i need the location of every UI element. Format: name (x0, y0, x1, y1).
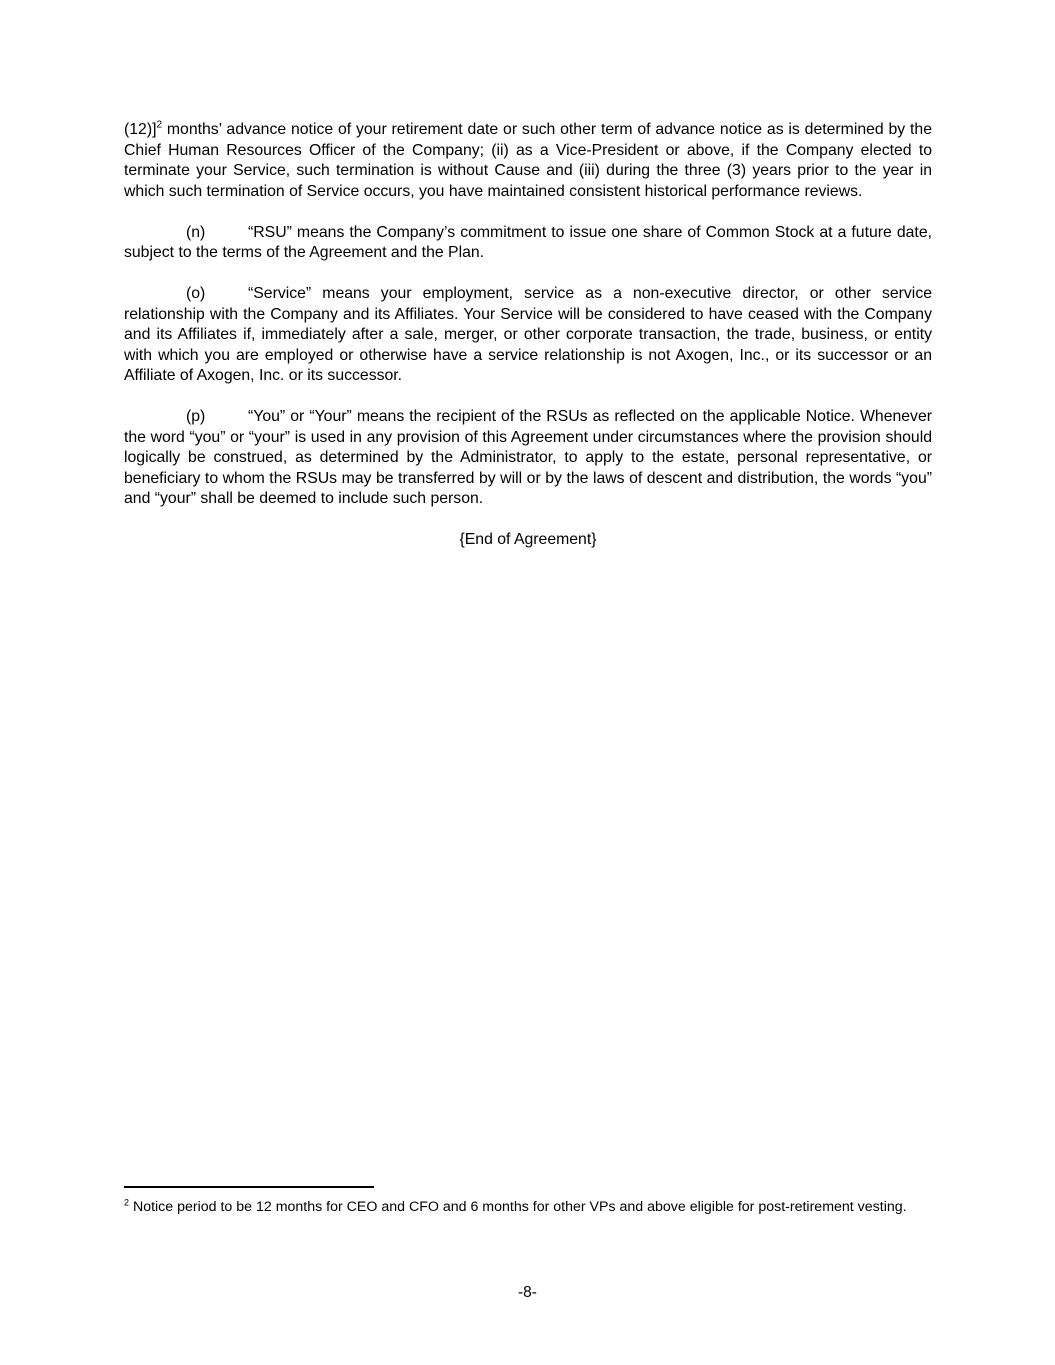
page-number: -8- (518, 1284, 537, 1301)
document-body (124, 120, 932, 551)
definition-marker-n: (n) (186, 223, 206, 241)
footnote-reference-marker: 2 (156, 119, 163, 131)
definition-paragraph-p (124, 407, 932, 510)
definition-text-n: “RSU” means the Company’s commitment to issue one share of Common Stock at a future date, subject to the terms of the Agreement and the Plan. (124, 223, 932, 261)
footnote-block (124, 1186, 932, 1218)
paragraph-continuation-text: months’ advance notice of your retirement date or such other term of advance notice as is determined by the Chief Human Resources Officer of the Company; (ii) as a Vice-President or above, if the Company elected to terminate your Service, such termination is without Cause and (iii) during the three (3) years prior to the year in which such termination of Service occurs, you have maintained consistent historical performance reviews. (124, 121, 932, 200)
paragraph-continuation-prefix: (12)] (124, 121, 157, 138)
paragraph-continuation (124, 120, 932, 202)
definition-marker-o: (o) (186, 285, 206, 302)
footnote-number: 2 (124, 1197, 130, 1208)
footnote-separator (124, 1186, 374, 1188)
footnote (124, 1196, 932, 1218)
definition-text-o: “Service” means your employment, service as a non-executive director, or other service relationship with the Company and its Affiliates. Your Service will be considered to have ceased with the Company and its Affiliates if, immediately after a sale, merger, or other corporate transaction, the trade, business, or entity with which you are employed or otherwise have a service relationship is not Axogen, Inc., or its successor or an Affiliate of Axogen, Inc. or its successor. (124, 285, 932, 384)
end-of-agreement: {End of Agreement} (459, 531, 597, 548)
definition-text-p: “You” or “Your” means the recipient of the RSUs as reflected on the applicable Notice. Whenever the word “you” or “your” is used in any provision of this Agreement under circumstances where the provision should logically be construed, as determined by the Administrator, to apply to the estate, personal representative, or beneficiary to whom the RSUs may be transferred by will or by the laws of descent and distribution, the words “you” and “your” shall be deemed to include such person. (124, 408, 932, 507)
definition-paragraph-n (124, 223, 932, 264)
footnote-text: Notice period to be 12 months for CEO and CFO and 6 months for other VPs and above eligible for post-retirement vesting. (129, 1199, 907, 1215)
definition-marker-p: (p) (186, 408, 206, 425)
definition-paragraph-o (124, 284, 932, 387)
